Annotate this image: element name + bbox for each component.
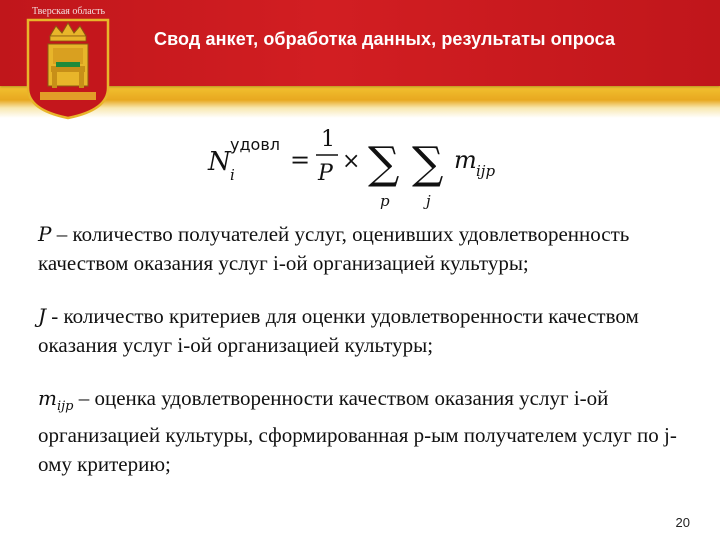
formula-equals: = <box>290 146 311 174</box>
formula-denominator: P <box>318 161 333 186</box>
header-bar <box>0 0 720 118</box>
formula-sum-2-index: j <box>426 192 431 210</box>
satisfaction-formula <box>200 122 520 212</box>
region-label: Тверская область <box>32 6 106 17</box>
definition-symbol: P <box>38 222 52 246</box>
formula-sum-1-index: p <box>380 192 390 210</box>
coat-of-arms-icon <box>26 18 110 120</box>
formula-lhs-subscript: i <box>230 166 235 184</box>
formula-sum-1: ∑ <box>368 138 400 189</box>
formula-numerator: 1 <box>321 127 335 152</box>
formula-term-subscript: ijp <box>476 162 496 180</box>
definition-symbol: m <box>38 386 57 410</box>
definition-text: – оценка удовлетворенности качеством оказания услуг i-ой организацией культуры, сформированная p-ым получателем услуг по j-ому критерию; <box>38 386 677 476</box>
formula-sum-2: ∑ <box>412 138 444 189</box>
definition-item <box>38 302 678 360</box>
definition-symbol: J <box>38 304 47 328</box>
formula-lhs-symbol: N <box>208 147 231 177</box>
formula-term: m <box>454 146 477 174</box>
definition-text: - количество критериев для оценки удовлетворенности качеством оказания услуг i-ой организацией культуры; <box>38 304 639 357</box>
definition-item <box>38 220 678 278</box>
formula-lhs-superscript: удовл <box>230 135 280 154</box>
definitions-list <box>38 220 678 503</box>
formula-times: × <box>342 149 361 174</box>
definition-symbol-subscript: ijp <box>56 399 74 414</box>
definition-text: – количество получателей услуг, оценивших удовлетворенность качеством оказания услуг i-ой организацией культуры; <box>38 222 630 275</box>
slide-title: Свод анкет, обработка данных, результаты опроса <box>154 29 616 49</box>
page-number: 20 <box>675 515 690 530</box>
definition-item <box>38 384 678 479</box>
